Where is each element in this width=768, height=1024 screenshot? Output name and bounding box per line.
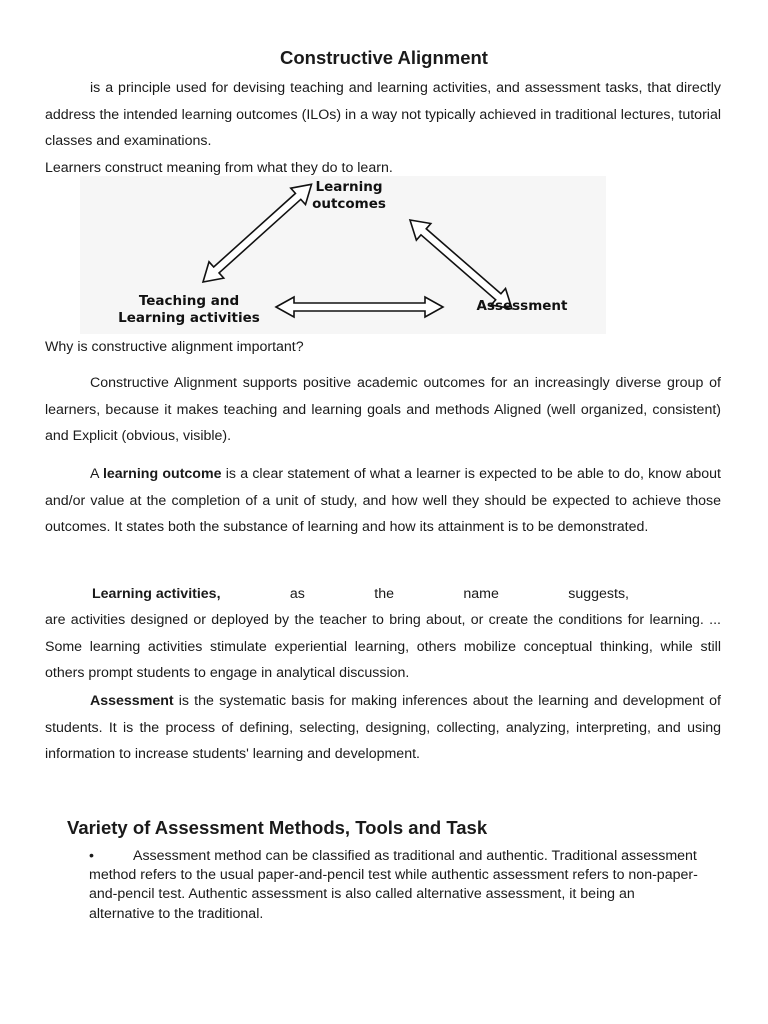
intro-paragraph <box>45 75 721 155</box>
learning-outcome-term: learning outcome <box>102 466 222 482</box>
assessment-paragraph <box>45 688 721 768</box>
page-title: Constructive Alignment <box>280 47 488 68</box>
bullet-icon: • <box>89 848 94 864</box>
assessment-term: Assessment <box>90 693 174 709</box>
intro-text: is a principle used for devising teaching and learning activities, and assessment tasks, that directly address the intended learning outcomes (ILOs) in a way not typically achieved in traditional lectures, tutorial classes and examinations. <box>45 80 721 149</box>
learning-outcome-prefix: A <box>90 466 99 482</box>
learning-outcome-text: is a clear statement of what a learner is expected to be able to do, know about and/or value at the completion of a unit of study, and how well they should be expected to achieve those outcomes. It states both the substance of learning and how its attainment is to be demonstrated. <box>45 466 721 535</box>
list-item <box>89 847 699 924</box>
intro-line2: Learners construct meaning from what they do to learn. <box>45 160 393 176</box>
learning-outcome-paragraph <box>45 461 721 541</box>
learning-activities-term: Learning activities, <box>92 586 221 602</box>
constructive-alignment-diagram <box>80 176 606 334</box>
node-assessment: Assessment <box>476 298 568 314</box>
bullet-text: Assessment method can be classified as traditional and authentic. Traditional assessment method refers to the usual paper-and-pencil test while authentic assessment refers to non-paper-and-pencil test. Authentic assessment is also called alternative assessment, it being an alternative to the traditional. <box>89 848 698 922</box>
why-answer-paragraph <box>45 370 721 450</box>
learning-activities-paragraph: Learning activities, as the name suggests, are activities designed or deployed by the teacher to bring about, or create the conditions for learning. ... Some learning activities stimulate experiential learning, others mobilize conceptual thinking, while still others prompt students to engage in analytical discussion. <box>45 581 721 687</box>
assessment-text: is the systematic basis for making inferences about the learning and development of students. It is the process of defining, selecting, designing, collecting, analyzing, interpreting, and using information to increase students' learning and development. <box>45 693 721 762</box>
node-teaching-learning-activities: Teaching and Learning activities <box>118 293 260 326</box>
learning-activities-text: are activities designed or deployed by the teacher to bring about, or create the conditions for learning. ... Some learning activities stimulate experiential learning, others mobilize conceptual thinking, while still others prompt students to engage in analytical discussion. <box>45 612 721 681</box>
why-question: Why is constructive alignment important? <box>45 339 304 355</box>
why-answer-text: Constructive Alignment supports positive academic outcomes for an increasingly diverse group of learners, because it makes teaching and learning goals and methods Aligned (well organized, consistent) and Explicit (obvious, visible). <box>45 375 721 444</box>
section-heading-assessment-methods: Variety of Assessment Methods, Tools and Task <box>67 817 488 838</box>
node-learning-outcomes: Learning outcomes <box>312 179 386 212</box>
